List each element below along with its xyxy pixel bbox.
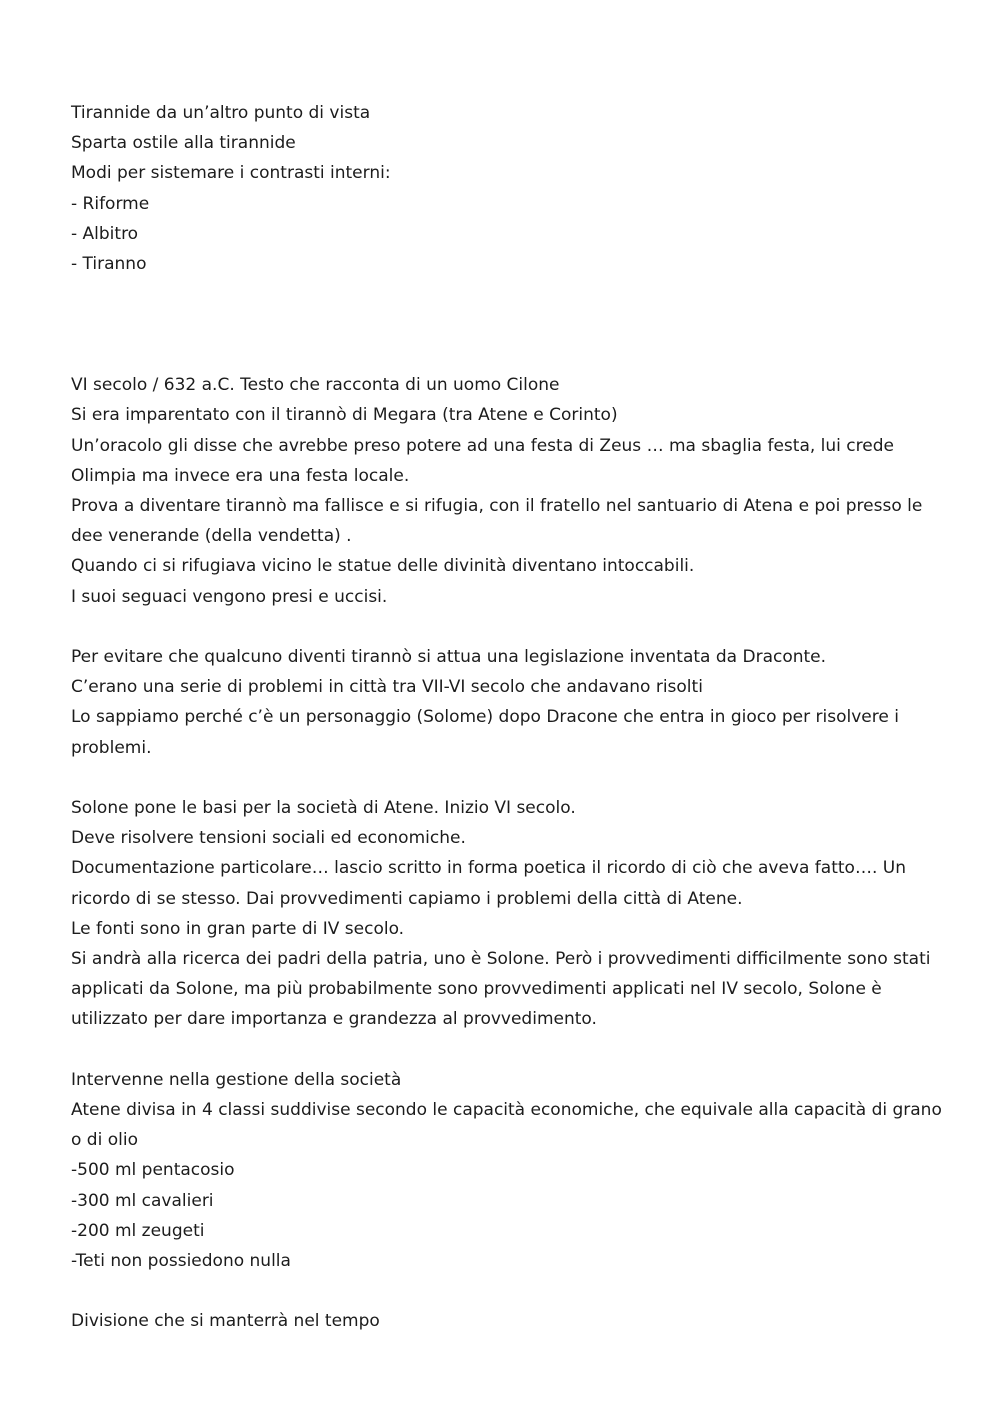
- text-line: Olimpia ma invece era una festa locale.: [71, 465, 410, 486]
- list-item: -500 ml pentacosio: [71, 1160, 235, 1181]
- text-line: Intervenne nella gestione della società: [71, 1069, 402, 1090]
- text-line: Documentazione particolare… lascio scritto in forma poetica il ricordo di ciò che aveva fatto…. Un: [71, 858, 906, 879]
- text-line: I suoi seguaci vengono presi e uccisi.: [71, 586, 388, 607]
- list-item: -300 ml cavalieri: [71, 1190, 214, 1211]
- text-line: Prova a diventare tirannò ma fallisce e si rifugia, con il fratello nel santuario di Atena e poi presso le: [71, 496, 923, 517]
- list-item: - Tiranno: [71, 254, 147, 275]
- spacer: [71, 763, 941, 793]
- text-line: C’erano una serie di problemi in città tra VII-VI secolo che andavano risolti: [71, 677, 703, 698]
- paragraph-classi: [71, 1065, 941, 1276]
- text-line: Sparta ostile alla tirannide: [71, 133, 296, 154]
- text-line: Lo sappiamo perché c’è un personaggio (Solome) dopo Dracone che entra in gioco per risolvere i: [71, 707, 899, 728]
- text-line: ricordo di se stesso. Dai provvedimenti capiamo i problemi della città di Atene.: [71, 888, 743, 909]
- spacer: [71, 279, 941, 370]
- list-item: - Albitro: [71, 223, 139, 244]
- paragraph-tirannide: [71, 98, 941, 279]
- text-line: Divisione che si manterrà nel tempo: [71, 1311, 380, 1332]
- text-line: o di olio: [71, 1130, 138, 1151]
- spacer: [71, 1035, 941, 1065]
- text-line: Si andrà alla ricerca dei padri della patria, uno è Solone. Però i provvedimenti difficilmente sono stati: [71, 949, 931, 970]
- text-line: Atene divisa in 4 classi suddivise secondo le capacità economiche, che equivale alla capacità di grano: [71, 1100, 942, 1121]
- text-line: Le fonti sono in gran parte di IV secolo.: [71, 918, 405, 939]
- text-line: Quando ci si rifugiava vicino le statue delle divinità diventano intoccabili.: [71, 556, 695, 577]
- paragraph-divisione: [71, 1306, 941, 1336]
- spacer: [71, 1276, 941, 1306]
- text-line: Per evitare che qualcuno diventi tirannò si attua una legislazione inventata da Draconte.: [71, 647, 827, 668]
- document-page: [71, 98, 941, 1337]
- paragraph-draconte: [71, 642, 941, 763]
- text-line: Deve risolvere tensioni sociali ed economiche.: [71, 828, 466, 849]
- paragraph-solone: [71, 793, 941, 1035]
- text-line: problemi.: [71, 737, 152, 758]
- text-line: Un’oracolo gli disse che avrebbe preso potere ad una festa di Zeus … ma sbaglia festa, lui crede: [71, 435, 894, 456]
- list-item: -Teti non possiedono nulla: [71, 1251, 291, 1272]
- text-line: Solone pone le basi per la società di Atene. Inizio VI secolo.: [71, 798, 576, 819]
- text-line: VI secolo / 632 a.C. Testo che racconta di un uomo Cilone: [71, 375, 560, 396]
- text-line: Tirannide da un’altro punto di vista: [71, 103, 371, 123]
- spacer: [71, 612, 941, 642]
- text-line: dee venerande (della vendetta) .: [71, 526, 352, 547]
- list-item: -200 ml zeugeti: [71, 1220, 205, 1241]
- text-line: Modi per sistemare i contrasti interni:: [71, 163, 391, 184]
- text-line: applicati da Solone, ma più probabilmente sono provvedimenti applicati nel IV secolo, Solone è: [71, 979, 882, 1000]
- text-line: Si era imparentato con il tirannò di Megara (tra Atene e Corinto): [71, 405, 618, 426]
- paragraph-cilone: [71, 370, 941, 612]
- text-line: utilizzato per dare importanza e grandezza al provvedimento.: [71, 1009, 597, 1030]
- list-item: - Riforme: [71, 193, 150, 214]
